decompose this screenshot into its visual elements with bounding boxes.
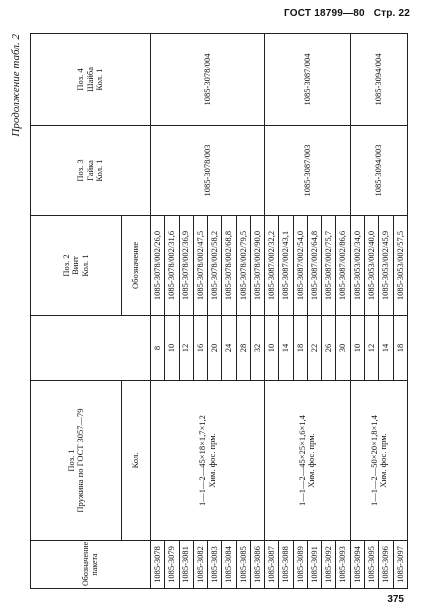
standard-number: ГОСТ 18799—80	[284, 8, 365, 19]
header-designation	[31, 541, 151, 589]
header-spring	[31, 381, 122, 541]
row-count: 24	[222, 316, 236, 381]
row-designation: 1085-3086	[250, 541, 264, 589]
row-screw: 1085-3078/002/68,8	[222, 216, 236, 316]
header-screw-sub	[122, 216, 151, 316]
row-count: 32	[250, 316, 264, 381]
page-label: Стр. 22	[373, 8, 410, 19]
row-designation: 1085-3092	[322, 541, 336, 589]
row-designation: 1085-3089	[293, 541, 307, 589]
row-screw: 1085-3087/002/64,8	[307, 216, 321, 316]
group-washer: 1085-3094/004	[350, 34, 407, 126]
row-count: 18	[393, 316, 407, 381]
row-screw: 1085-3078/002/47,5	[193, 216, 207, 316]
row-screw: 1085-3087/002/43,1	[279, 216, 293, 316]
group-spring-text: 1—1—2—45×18×1,7×1,2 Хим. фос. прм.	[197, 415, 217, 506]
header-screw-text: Поз. 2 Винт Кол. 1	[60, 254, 90, 277]
header-designation-text: Обозначение пакета	[80, 541, 99, 586]
row-count: 22	[307, 316, 321, 381]
row-designation: 1085-3088	[279, 541, 293, 589]
row-screw: 1085-3078/002/31,6	[165, 216, 179, 316]
row-count: 10	[265, 316, 279, 381]
row-designation: 1085-3091	[307, 541, 321, 589]
table-row	[151, 34, 165, 589]
group-nut: 1085-3087/003	[265, 126, 351, 216]
header-screw-sub-text: Обозначение	[130, 242, 141, 289]
header-screw	[31, 216, 122, 316]
row-count: 12	[179, 316, 193, 381]
group-spring-text: 1—1—2—45×25×1,6×1,4 Хим. фос. прм.	[297, 415, 317, 506]
group-nut: 1085-3094/003	[350, 126, 407, 216]
row-designation: 1085-3097	[393, 541, 407, 589]
group-spring	[350, 381, 407, 541]
row-count: 28	[236, 316, 250, 381]
row-designation: 1085-3094	[350, 541, 364, 589]
row-count: 26	[322, 316, 336, 381]
group-nut: 1085-3078/003	[151, 126, 265, 216]
page-header	[0, 0, 424, 24]
row-count: 8	[151, 316, 165, 381]
standard-header	[284, 8, 410, 19]
row-screw: 1085-3053/002/40,0	[364, 216, 378, 316]
row-count: 10	[350, 316, 364, 381]
row-designation: 1085-3084	[222, 541, 236, 589]
header-washer-text: Поз. 4 Шайба Кол. 1	[75, 67, 105, 92]
group-spring	[265, 381, 351, 541]
group-washer: 1085-3078/004	[151, 34, 265, 126]
row-screw: 1085-3087/002/75,7	[322, 216, 336, 316]
header-nut	[31, 126, 151, 216]
row-screw: 1085-3078/002/26,0	[151, 216, 165, 316]
header-count	[122, 381, 151, 541]
table-continuation-label: Продолжение табл. 2	[10, 34, 22, 137]
row-count: 20	[208, 316, 222, 381]
row-count: 30	[336, 316, 350, 381]
row-designation: 1085-3087	[265, 541, 279, 589]
row-count: 10	[165, 316, 179, 381]
header-nut-text: Поз. 3 Гайка Кол. 1	[75, 159, 105, 182]
row-screw: 1085-3053/002/57,5	[393, 216, 407, 316]
row-designation: 1085-3083	[208, 541, 222, 589]
row-count: 18	[293, 316, 307, 381]
header-spring-text: Поз. 1 Пружина по ГОСТ 3057—79	[65, 408, 85, 513]
row-screw: 1085-3078/002/36,9	[179, 216, 193, 316]
row-screw: 1085-3087/002/86,6	[336, 216, 350, 316]
row-designation: 1085-3082	[193, 541, 207, 589]
row-screw: 1085-3078/002/79,5	[236, 216, 250, 316]
row-designation: 1085-3095	[364, 541, 378, 589]
row-screw: 1085-3087/002/32,2	[265, 216, 279, 316]
row-designation: 1085-3085	[236, 541, 250, 589]
row-designation: 1085-3096	[379, 541, 393, 589]
group-spring-text: 1—1—2—50×20×1,8×1,4 Хим. фос. прм.	[368, 415, 388, 506]
row-designation: 1085-3078	[151, 541, 165, 589]
row-screw: 1085-3053/002/45,9	[379, 216, 393, 316]
row-count: 12	[364, 316, 378, 381]
table-row	[265, 34, 279, 589]
row-designation: 1085-3081	[179, 541, 193, 589]
row-screw: 1085-3078/002/58,2	[208, 216, 222, 316]
rotated-page-content	[10, 34, 408, 589]
header-washer	[31, 34, 151, 126]
row-count: 16	[193, 316, 207, 381]
page-number: 375	[387, 594, 404, 605]
row-count: 14	[379, 316, 393, 381]
spec-table	[30, 33, 408, 589]
row-screw: 1085-3087/002/54,0	[293, 216, 307, 316]
row-screw: 1085-3078/002/90,0	[250, 216, 264, 316]
header-count-text: Кол.	[130, 452, 141, 469]
header-count-blank	[31, 316, 151, 381]
group-washer: 1085-3087/004	[265, 34, 351, 126]
row-screw: 1085-3053/002/34,0	[350, 216, 364, 316]
row-designation: 1085-3093	[336, 541, 350, 589]
row-designation: 1085-3079	[165, 541, 179, 589]
group-spring	[151, 381, 265, 541]
table-row	[350, 34, 364, 589]
row-count: 14	[279, 316, 293, 381]
